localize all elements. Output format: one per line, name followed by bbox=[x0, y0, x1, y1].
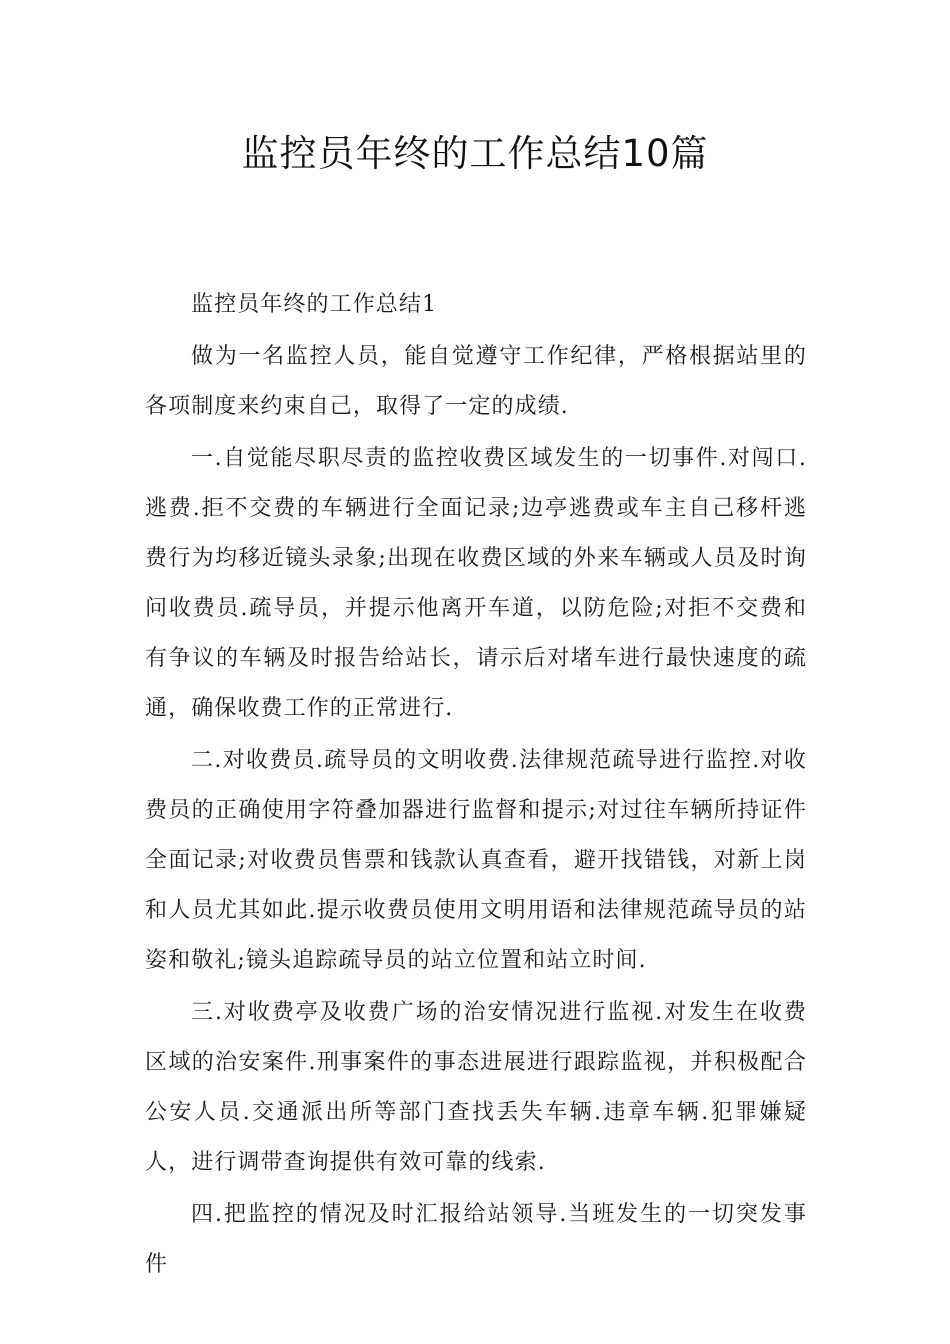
paragraph-item-1: 一.自觉能尽职尽责的监控收费区域发生的一切事件.对闯口.逃费.拒不交费的车辆进行全面记录;边亭逃费或车主自己移杆逃费行为均移近镜头录象;出现在收费区域的外来车辆或人员及时询问收费员.疏导员，并提示他离开车道，以防危险;对拒不交费和有争议的车辆及时报告给站长，请示后对堵车进行最快速度的疏通，确保收费工作的正常进行. bbox=[145, 446, 807, 721]
paragraph-item-4: 四.把监控的情况及时汇报给站领导.当班发生的一切突发事件 bbox=[145, 1202, 807, 1277]
paragraph-intro: 做为一名监控人员，能自觉遵守工作纪律，严格根据站里的各项制度来约束自己，取得了一定的成绩. bbox=[145, 344, 807, 419]
document-title: 监控员年终的工作总结10篇 bbox=[241, 132, 709, 175]
paragraph-item-2: 二.对收费员.疏导员的文明收费.法律规范疏导进行监控.对收费员的正确使用字符叠加器进行监督和提示;对过往车辆所持证件全面记录;对收费员售票和钱款认真查看，避开找错钱，对新上岗和人员尤其如此.提示收费员使用文明用语和法律规范疏导员的站姿和敬礼;镜头追踪疏导员的站立位置和站立时间. bbox=[145, 748, 807, 973]
section-heading: 监控员年终的工作总结1 bbox=[191, 292, 438, 317]
document-body bbox=[145, 280, 807, 1290]
paragraph-item-3: 三.对收费亭及收费广场的治安情况进行监视.对发生在收费区域的治安案件.刑事案件的事态进展进行跟踪监视，并积极配合公安人员.交通派出所等部门查找丢失车辆.违章车辆.犯罪嫌疑人，进行调带查询提供有效可靠的线索. bbox=[145, 1000, 807, 1175]
